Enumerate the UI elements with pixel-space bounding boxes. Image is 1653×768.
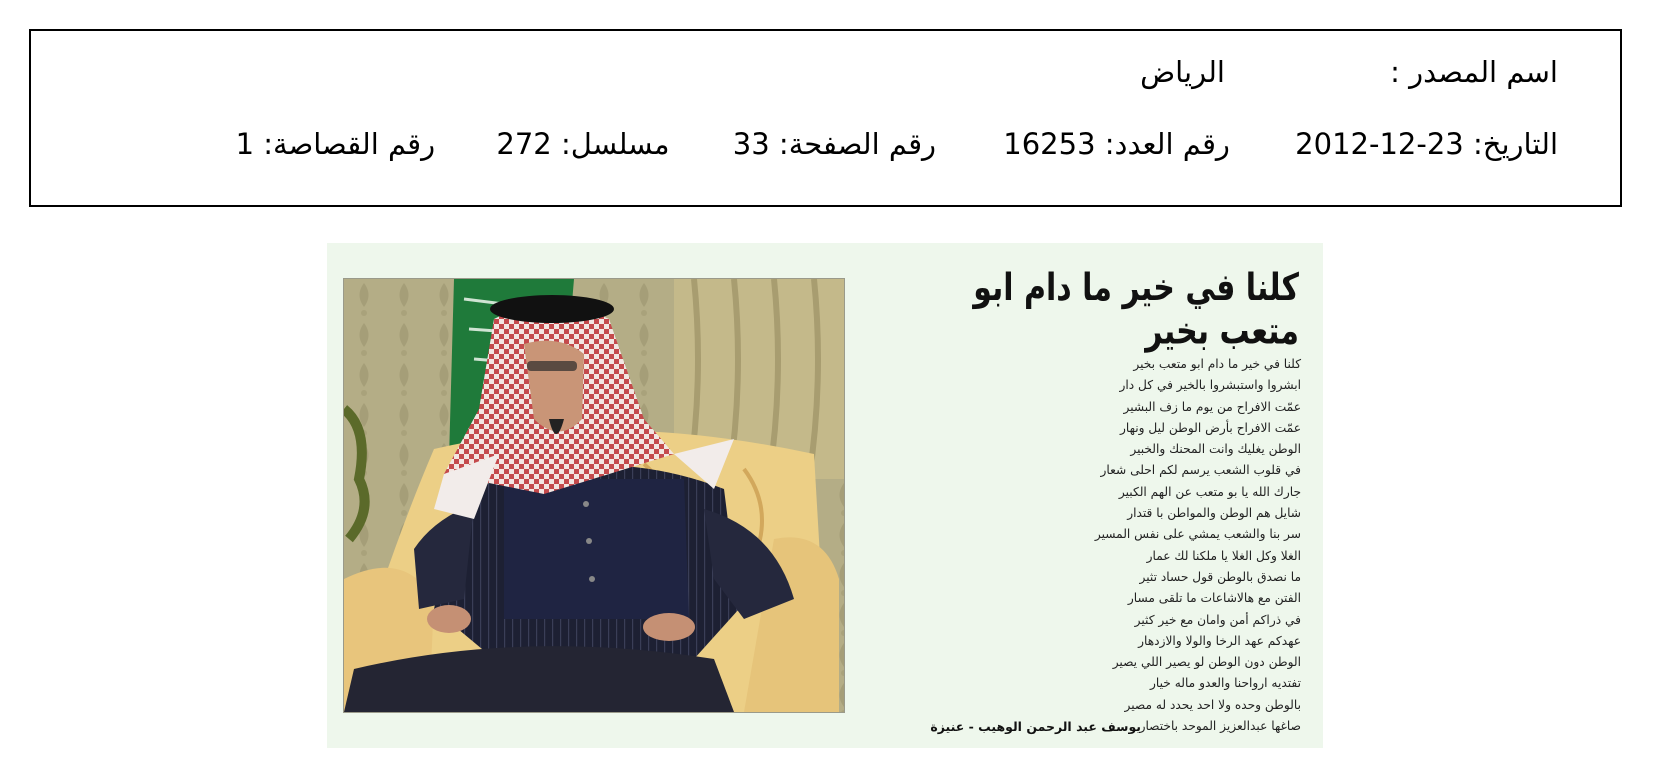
poem-line: سر بنا والشعب يمشي على نفس المسير bbox=[1094, 527, 1301, 542]
page-number-field: رقم الصفحة: 33 bbox=[732, 127, 937, 161]
poem-column bbox=[892, 258, 1307, 738]
poem-lines bbox=[892, 354, 1307, 737]
poem-line: الوطن يغليك وانت المحنك والخبير bbox=[1130, 442, 1301, 457]
poem-line: الفتن مع هالاشاعات ما تلقى مسار bbox=[1127, 591, 1301, 606]
poem-line: عهدكم عهد الرخا والولا والازدهار bbox=[1138, 633, 1301, 648]
serial-field: مسلسل: 272 bbox=[496, 127, 670, 161]
poem-line: تفتديه ارواحنا والعدو ماله خيار bbox=[1150, 676, 1301, 691]
poem-line: الوطن دون الوطن لو يصير اللي يصير bbox=[1112, 655, 1301, 670]
clip-number-field: رقم القصاصة: 1 bbox=[235, 127, 436, 161]
metadata-row bbox=[236, 127, 1558, 161]
poem-line: بالوطن وحده ولا احد يحدد له مصير bbox=[1124, 697, 1301, 712]
metadata-box bbox=[29, 29, 1622, 207]
poem-line: صاغها عبدالعزيز الموحد باختصار bbox=[1139, 719, 1301, 734]
poem-line: كلنا في خير ما دام ابو متعب بخير bbox=[1133, 357, 1301, 371]
date-field: التاريخ: 23-12-2012 bbox=[1295, 127, 1558, 161]
poem-line: ابشروا واستبشروا بالخير في كل دار bbox=[1119, 378, 1301, 393]
poem-line: في قلوب الشعب يرسم لكم احلى شعار bbox=[1100, 463, 1301, 478]
poem-line: شايل هم الوطن والمواطن با قتدار bbox=[1127, 506, 1301, 521]
poem-line: جارك الله يا بو متعب عن الهم الكبير bbox=[1118, 484, 1301, 499]
poem-line: عمّت الافراح بأرض الوطن ليل ونهار bbox=[1119, 420, 1301, 435]
newspaper-clipping bbox=[327, 243, 1323, 748]
poem-line: عمّت الافراح من يوم ما زف البشير bbox=[1123, 399, 1301, 414]
poem-line: ما نصدق بالوطن قول حساد تثير bbox=[1139, 569, 1301, 584]
portrait-photo bbox=[343, 278, 845, 713]
article-title: كلنا في خير ما دام ابو متعب بخير bbox=[973, 266, 1299, 354]
source-label: اسم المصدر : bbox=[1390, 55, 1558, 89]
author-byline: يوسف عبد الرحمن الوهيب - عنيزة bbox=[930, 719, 1141, 734]
poem-line: الغلا وكل الغلا يا ملكنا لك عمار bbox=[1146, 548, 1301, 563]
source-value: الرياض bbox=[1140, 55, 1225, 89]
poem-line: في ذراكم أمن وامان مع خير كثير bbox=[1134, 612, 1301, 627]
issue-number-field: رقم العدد: 16253 bbox=[1003, 127, 1230, 161]
